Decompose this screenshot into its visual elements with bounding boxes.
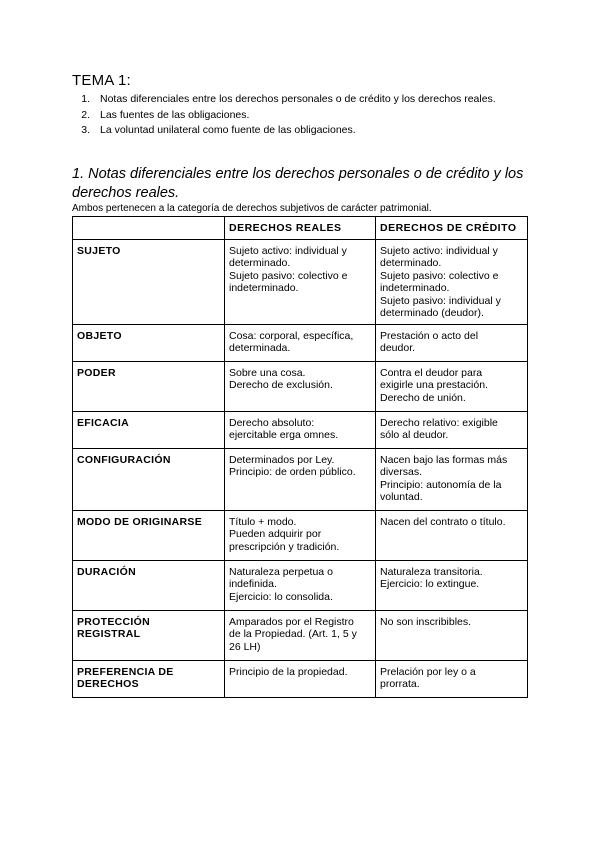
- cell-text-line: Sujeto pasivo: colectivo e: [380, 269, 499, 282]
- cell-text-line: MODO DE ORIGINARSE: [77, 515, 202, 528]
- outline-item: [72, 92, 496, 108]
- cell-text-line: Cosa: corporal, específica,: [229, 329, 354, 342]
- cell-text-line: Principio: de orden público.: [229, 466, 356, 478]
- cell-text-line: Sobre una cosa.: [229, 366, 306, 379]
- table-row: [73, 448, 528, 510]
- outline-item: [72, 123, 496, 139]
- cell-text-line: Pueden adquirir por: [229, 528, 322, 540]
- row-label-cell: [73, 660, 225, 697]
- row-label-cell: [73, 411, 225, 448]
- row-label-cell: [73, 510, 225, 560]
- cell-text-line: SUJETO: [77, 244, 121, 257]
- tema-title: TEMA 1:: [72, 72, 131, 89]
- table-row: [73, 560, 528, 610]
- comparison-table: [72, 216, 528, 698]
- row-label-cell: [73, 448, 225, 510]
- cell-text-line: ejercitable erga omnes.: [229, 429, 339, 441]
- table-row: [73, 361, 528, 411]
- table-row: [73, 411, 528, 448]
- table-row: [73, 610, 528, 660]
- cell-text-line: Derecho de exclusión.: [229, 379, 333, 391]
- table-row: [73, 324, 528, 361]
- cell-text-line: EFICACIA: [77, 416, 129, 429]
- cell-text-line: Ejercicio: lo consolida.: [229, 590, 333, 603]
- cell-text-line: Amparados por el Registro: [229, 615, 354, 628]
- cell-text-line: Nacen bajo las formas más: [380, 453, 508, 466]
- cell-text-line: prescripción y tradición.: [229, 540, 340, 553]
- cell-text-line: indeterminado.: [380, 282, 450, 294]
- derechos-credito-cell: [376, 239, 528, 324]
- cell-text-line: Derecho relativo: exigible: [380, 416, 498, 429]
- cell-text-line: CONFIGURACIÓN: [77, 453, 171, 466]
- derechos-credito-cell: [376, 510, 528, 560]
- cell-text-line: Sujeto activo: individual y: [380, 244, 498, 257]
- row-label-cell: [73, 610, 225, 660]
- cell-text-line: PREFERENCIA DE: [77, 665, 174, 678]
- outline-item-number: 1.: [81, 93, 90, 105]
- cell-text-line: de la Propiedad. (Art. 1, 5 y: [229, 628, 357, 640]
- table-body: [73, 239, 528, 697]
- cell-text-line: Prestación o acto del: [380, 329, 479, 342]
- row-label-cell: [73, 324, 225, 361]
- derechos-reales-cell: [225, 411, 376, 448]
- cell-text-line: exigirle una prestación.: [380, 379, 488, 391]
- derechos-reales-cell: [225, 324, 376, 361]
- cell-text-line: sólo al deudor.: [380, 429, 449, 441]
- cell-text-line: No son inscribibles.: [380, 615, 472, 628]
- header-cell-derechos-credito: DERECHOS DE CRÉDITO: [376, 217, 528, 240]
- cell-text-line: Derecho de unión.: [380, 391, 466, 404]
- section-heading: 1. Notas diferenciales entre los derechos personales o de crédito y los derechos reales.: [72, 166, 524, 201]
- cell-text-line: Principio de la propiedad.: [229, 665, 348, 678]
- derechos-credito-cell: [376, 660, 528, 697]
- derechos-credito-cell: [376, 560, 528, 610]
- cell-text-line: Contra el deudor para: [380, 366, 483, 379]
- row-label-cell: [73, 239, 225, 324]
- cell-text-line: Derecho absoluto:: [229, 416, 315, 429]
- cell-text-line: DERECHOS: [77, 678, 139, 690]
- cell-text-line: voluntad.: [380, 491, 423, 503]
- cell-text-line: determinado.: [229, 257, 291, 269]
- derechos-reales-cell: [225, 510, 376, 560]
- outline-item-text: Las fuentes de las obligaciones.: [100, 108, 250, 121]
- cell-text-line: Naturaleza perpetua o: [229, 565, 333, 578]
- outline-item: [72, 108, 496, 124]
- cell-text-line: Sujeto pasivo: individual y: [380, 294, 501, 307]
- derechos-reales-cell: [225, 660, 376, 697]
- derechos-reales-cell: [225, 239, 376, 324]
- cell-text-line: determinada.: [229, 342, 291, 354]
- row-label-cell: [73, 361, 225, 411]
- derechos-credito-cell: [376, 324, 528, 361]
- cell-text-line: 26 LH): [229, 640, 261, 653]
- header-cell-empty: [73, 217, 225, 240]
- cell-text-line: indeterminado.: [229, 282, 299, 294]
- cell-text-line: indefinida.: [229, 578, 277, 590]
- cell-text-line: Determinados por Ley.: [229, 453, 335, 466]
- table-row: [73, 239, 528, 324]
- table-header-row: [73, 217, 528, 240]
- derechos-reales-cell: [225, 560, 376, 610]
- cell-text-line: Prelación por ley o a: [380, 665, 476, 678]
- cell-text-line: PODER: [77, 366, 116, 379]
- outline-item-number: 3.: [81, 124, 90, 136]
- row-label-cell: [73, 560, 225, 610]
- cell-text-line: Ejercicio: lo extingue.: [380, 578, 480, 590]
- cell-text-line: Sujeto pasivo: colectivo e: [229, 269, 348, 282]
- cell-text-line: determinado (deudor).: [380, 307, 484, 319]
- tema-outline-list: [72, 92, 496, 139]
- cell-text-line: Título + modo.: [229, 515, 297, 528]
- section-intro: Ambos pertenecen a la categoría de derechos subjetivos de carácter patrimonial.: [72, 203, 432, 214]
- derechos-reales-cell: [225, 610, 376, 660]
- cell-text-line: DURACIÓN: [77, 565, 136, 578]
- derechos-credito-cell: [376, 448, 528, 510]
- cell-text-line: deudor.: [380, 342, 416, 354]
- cell-text-line: determinado.: [380, 257, 442, 269]
- cell-text-line: prorrata.: [380, 678, 420, 690]
- cell-text-line: Principio: autonomía de la: [380, 478, 502, 491]
- cell-text-line: diversas.: [380, 466, 423, 478]
- cell-text-line: OBJETO: [77, 329, 122, 342]
- cell-text-line: Sujeto activo: individual y: [229, 244, 347, 257]
- outline-item-text: Notas diferenciales entre los derechos personales o de crédito y los derechos reales.: [100, 93, 496, 105]
- outline-item-text: La voluntad unilateral como fuente de las obligaciones.: [100, 124, 356, 136]
- derechos-credito-cell: [376, 361, 528, 411]
- cell-text-line: REGISTRAL: [77, 628, 141, 640]
- derechos-credito-cell: [376, 610, 528, 660]
- outline-item-number: 2.: [81, 108, 90, 121]
- derechos-credito-cell: [376, 411, 528, 448]
- table-row: [73, 660, 528, 697]
- cell-text-line: Nacen del contrato o título.: [380, 515, 506, 528]
- header-cell-derechos-reales: DERECHOS REALES: [225, 217, 376, 240]
- cell-text-line: Naturaleza transitoria.: [380, 565, 483, 578]
- derechos-reales-cell: [225, 448, 376, 510]
- derechos-reales-cell: [225, 361, 376, 411]
- table-row: [73, 510, 528, 560]
- cell-text-line: PROTECCIÓN: [77, 615, 151, 628]
